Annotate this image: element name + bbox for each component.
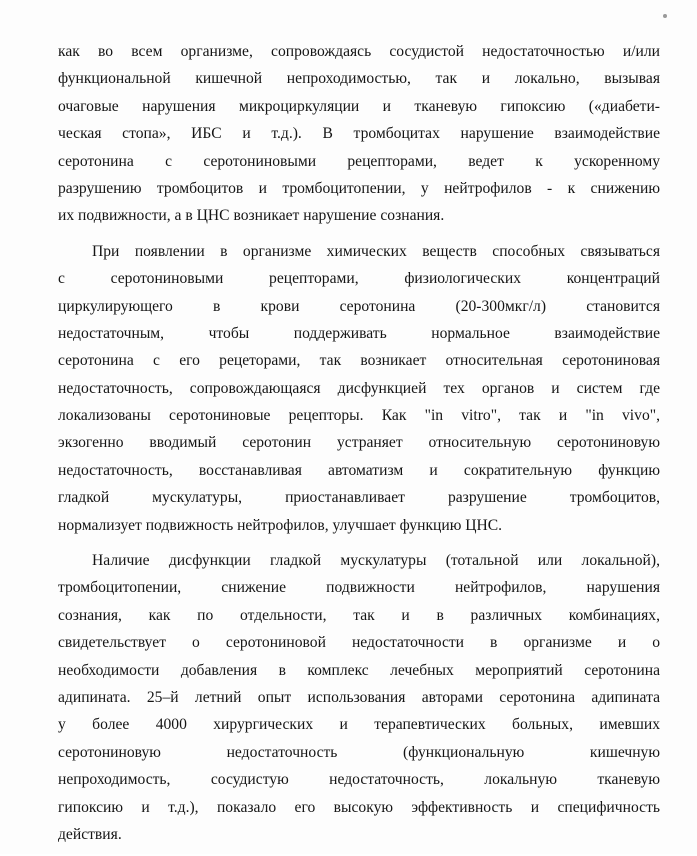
text-line: тромбоцитопении, снижение подвижности нейтрофилов, нарушения [58, 579, 660, 597]
text-line: гладкой мускулатуры, приостанавливает разрушение тромбоцитов, [58, 489, 660, 507]
text-line: ческая стопа», ИБС и т.д.). В тромбоцитах нарушение взаимодействие [58, 125, 660, 143]
text-line: локализованы серотониновые рецепторы. Как "in vitro", так и "in vivo", [58, 407, 660, 425]
text-line: с серотониновыми рецепторами, физиологических концентраций [58, 270, 660, 288]
paragraph-3 [58, 547, 660, 848]
document-body [58, 38, 660, 856]
text-line: Наличие дисфункции гладкой мускулатуры (тотальной или локальной), [92, 552, 660, 570]
text-line: экзогенно вводимый серотонин устраняет относительную серотониновую [58, 434, 660, 452]
text-line: у более 4000 хирургических и терапевтических больных, имевших [58, 716, 660, 734]
text-line: недостаточность, восстанавливая автоматизм и сократительную функцию [58, 461, 660, 479]
text-line: разрушению тромбоцитов и тромбоцитопении, у нейтрофилов - к снижению [58, 179, 660, 197]
text-line: их подвижности, а в ЦНС возникает нарушение сознания. [58, 207, 445, 225]
text-line: свидетельствует о серотониновой недостаточности в организме и о [58, 634, 660, 652]
text-line: недостаточным, чтобы поддерживать нормальное взаимодействие [58, 324, 660, 342]
scan-speck [663, 14, 667, 18]
text-line: недостаточность, сопровождающаяся дисфункцией тех органов и систем где [58, 379, 660, 397]
text-line: серотониновую недостаточность (функциональную кишечную [58, 743, 660, 761]
paragraph-1 [58, 38, 660, 230]
text-line: функциональной кишечной непроходимостью, так и локально, вызывая [58, 70, 660, 88]
text-line: серотонина с его рецеторами, так возникает относительная серотониновая [58, 352, 660, 370]
text-line: адипината. 25–й летний опыт использования авторами серотонина адипината [58, 688, 660, 706]
text-line: сознания, как по отдельности, так и в различных комбинациях, [58, 606, 660, 624]
text-line: действия. [58, 825, 122, 843]
text-line: гипоксию и т.д.), показало его высокую эффективность и специфичность [58, 798, 660, 816]
text-line: циркулирующего в крови серотонина (20-300мкг/л) становится [58, 297, 660, 315]
text-line: нормализует подвижность нейтрофилов, улучшает функцию ЦНС. [58, 516, 503, 534]
text-line: как во всем организме, сопровождаясь сосудистой недостаточностью и/или [58, 43, 660, 60]
text-line: серотонина с серотониновыми рецепторами, ведет к ускоренному [58, 152, 660, 170]
text-line: очаговые нарушения микроциркуляции и тканевую гипоксию («диабети- [58, 97, 660, 115]
text-line: необходимости добавления в комплекс лечебных мероприятий серотонина [58, 661, 660, 679]
text-line: При появлении в организме химических веществ способных связываться [92, 242, 660, 260]
text-line: непроходимость, сосудистую недостаточность, локальную тканевую [58, 771, 660, 789]
paragraph-2 [58, 238, 660, 539]
